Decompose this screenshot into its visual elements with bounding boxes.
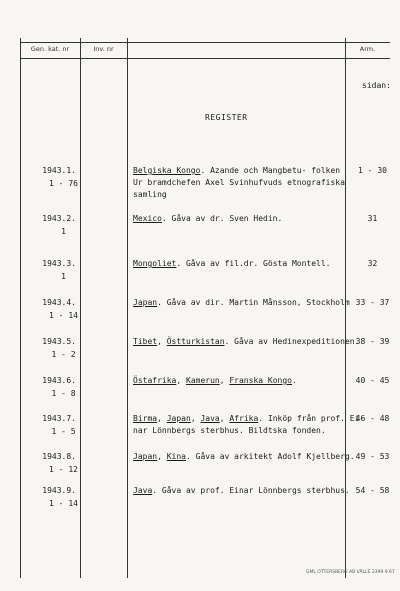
left-border bbox=[20, 38, 21, 578]
entry-place-name: Kina bbox=[166, 452, 186, 461]
entry-page-range: 31 bbox=[367, 214, 378, 223]
entry-text-part: , bbox=[176, 376, 186, 385]
entry-text-part: . Azande och Mangbetu- folken bbox=[200, 166, 341, 175]
entry-text-part: , bbox=[219, 376, 230, 385]
entry-page-range: 32 bbox=[367, 259, 378, 268]
entry-place-name: Afrika bbox=[229, 414, 259, 423]
entry-page-range: 38 - 39 bbox=[355, 337, 390, 346]
entry-subrange: 1 - 76 bbox=[49, 179, 78, 188]
entry-page-range: 40 - 45 bbox=[355, 376, 390, 385]
entry-place-name: Belgiska Kongo bbox=[133, 166, 201, 175]
entry-place-name: Japan bbox=[166, 414, 191, 423]
entry-text-part: , bbox=[157, 414, 167, 423]
top-rule bbox=[20, 42, 390, 43]
entry-text-part: . Gåva av fil.dr. Gösta Montell. bbox=[176, 259, 331, 268]
entry-text bbox=[133, 297, 350, 309]
entry-page-range: 1 - 30 bbox=[358, 166, 387, 175]
entry-text bbox=[133, 213, 282, 225]
entry-text bbox=[133, 336, 359, 348]
entry-subrange: 1 - 14 bbox=[49, 311, 78, 320]
entry-place-name: Franska Kongo bbox=[229, 376, 292, 385]
column-divider-1 bbox=[80, 38, 81, 578]
entry-number: 1943.1. bbox=[42, 166, 76, 175]
entry-text-part: . Inköp från prof. Ei- bbox=[258, 414, 365, 423]
entry-place-name: Mongoliet bbox=[133, 259, 177, 268]
entry-text-line2: nar Lönnbergs sterbhus. Bildtska fonden. bbox=[133, 426, 326, 435]
entry-text bbox=[133, 413, 364, 425]
entry-place-name: Tibet bbox=[133, 337, 158, 346]
entry-text-part: , bbox=[190, 414, 201, 423]
entry-place-name: Java bbox=[133, 486, 153, 495]
entry-subrange: 1 bbox=[61, 272, 66, 281]
entry-text-part: . Gåva av prof. Einar Lönnbergs sterbhus. bbox=[152, 486, 350, 495]
entry-place-name: Birma bbox=[133, 414, 158, 423]
entry-subrange: 1 bbox=[61, 227, 66, 236]
entry-place-name: Mexico bbox=[133, 214, 162, 223]
entry-subrange: 1 - 14 bbox=[49, 499, 78, 508]
entry-text-part: , bbox=[157, 452, 167, 461]
entry-text-line2: Ur bramdchefen Axel Svinhufvuds etnografiska bbox=[133, 178, 345, 187]
entry-subrange: 1 - 12 bbox=[49, 465, 78, 474]
entry-number: 1943.3. bbox=[42, 259, 76, 268]
entry-number: 1943.2. bbox=[42, 214, 76, 223]
header-inv-nr: Inv. nr bbox=[93, 45, 114, 53]
header-rule bbox=[20, 58, 390, 59]
entry-number: 1943.9. bbox=[42, 486, 76, 495]
header-gen-kat-nr: Gen. kat. nr bbox=[30, 45, 70, 53]
entry-text bbox=[133, 485, 350, 497]
entry-text bbox=[133, 451, 355, 463]
entry-number: 1943.6. bbox=[42, 376, 76, 385]
entry-place-name: Östafrika bbox=[133, 376, 177, 385]
entry-place-name: Kamerun bbox=[186, 376, 220, 385]
header-arm: Arm. bbox=[359, 45, 376, 53]
entry-number: 1943.5. bbox=[42, 337, 76, 346]
entry-page-range: 46 - 48 bbox=[355, 414, 390, 423]
entry-number: 1943.7. bbox=[42, 414, 76, 423]
entry-text bbox=[133, 375, 297, 387]
entry-text-part: , bbox=[219, 414, 230, 423]
entry-subrange: 1 - 8 bbox=[51, 389, 76, 398]
entry-text-part: . Gåva av dir. Martin Månsson, Stockholm bbox=[157, 298, 350, 307]
entry-text-part: . Gåva av arkitekt Adolf Kjellberg. bbox=[186, 452, 355, 461]
entry-text-part: , bbox=[157, 337, 167, 346]
entry-page-range: 54 - 58 bbox=[355, 486, 390, 495]
entry-place-name: Japan bbox=[133, 298, 158, 307]
printer-footer: GML OTTERSBERG AB VÄLLE 2399 9 67 bbox=[306, 570, 395, 575]
entry-text bbox=[133, 258, 330, 270]
entry-place-name: Java bbox=[200, 414, 220, 423]
entry-place-name: Östturkistan bbox=[166, 337, 225, 346]
entry-page-range: 49 - 53 bbox=[355, 452, 390, 461]
entry-text-part: . Gåva av dr. Sven Hedin. bbox=[161, 214, 283, 223]
entry-place-name: Japan bbox=[133, 452, 158, 461]
register-title: REGISTER bbox=[205, 113, 248, 122]
entry-text-part: . bbox=[291, 376, 297, 385]
entry-subrange: 1 - 2 bbox=[51, 350, 76, 359]
column-divider-2 bbox=[127, 38, 128, 578]
entry-number: 1943.8. bbox=[42, 452, 76, 461]
entry-page-range: 33 - 37 bbox=[355, 298, 390, 307]
entry-text bbox=[133, 165, 340, 177]
entry-text-line3: samling bbox=[133, 190, 167, 199]
entry-subrange: 1 - 5 bbox=[51, 427, 76, 436]
sidan-label: sidan: bbox=[362, 81, 391, 90]
entry-number: 1943.4. bbox=[42, 298, 76, 307]
entry-text-part: . Gåva av Hedinexpeditionen. bbox=[224, 337, 360, 346]
